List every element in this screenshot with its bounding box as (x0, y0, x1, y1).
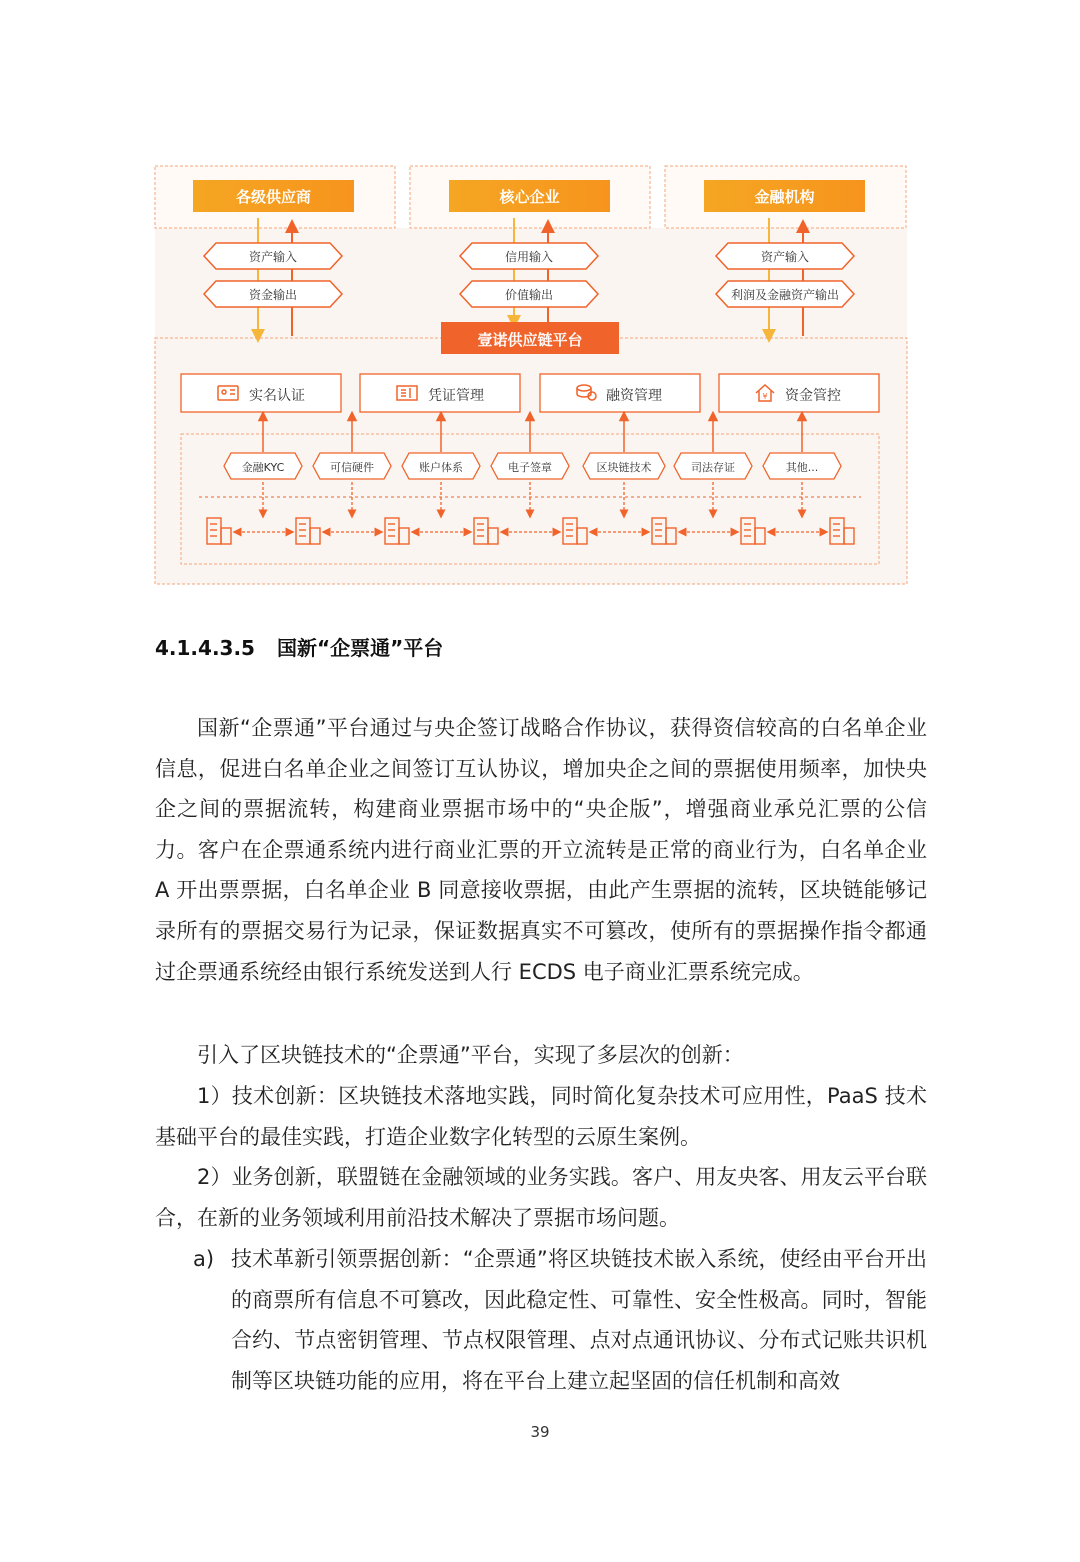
mid-flow-label-1: 信用输入 (504, 250, 553, 264)
section-number: 4.1.4.3.5 (155, 636, 255, 660)
list-item-a (193, 1239, 927, 1401)
module-label-1: 实名认证 (249, 388, 305, 404)
supply-chain-diagram (0, 0, 1080, 600)
svg-text:¥: ¥ (762, 392, 768, 401)
right-flow-label-2: 利润及金融资产输出 (730, 288, 839, 302)
tech-label-6: 司法存证 (691, 461, 735, 474)
top-box-core-label: 核心企业 (499, 188, 560, 206)
module-label-3: 融资管理 (606, 388, 662, 404)
left-flow-label-2: 资金输出 (248, 288, 297, 302)
list-item-text: 技术革新引领票据创新：“企票通”将区块链技术嵌入系统，使经由平台开出的商票所有信息不可篡改，因此稳定性、可靠性、安全性极高。同时，智能合约、节点密钥管理、节点权限管理、点对点通讯协议、分布式记账共识机制等区块链功能的应用，将在平台上建立起坚固的信任机制和高效 (231, 1247, 927, 1393)
tech-label-2: 可信硬件 (330, 461, 374, 474)
tech-label-1: 金融KYC (241, 461, 285, 474)
right-flow-label-1: 资产输入 (760, 250, 809, 264)
paragraph-4: 2）业务创新，联盟链在金融领域的业务实践。客户、用友央客、用友云平台联合，在新的业务领域利用前沿技术解决了票据市场问题。 (155, 1165, 927, 1230)
list-item-label: a) (193, 1247, 215, 1271)
paragraph-1: 国新“企票通”平台通过与央企签订战略合作协议，获得资信较高的白名单企业信息，促进白名单企业之间签订互认协议，增加央企之间的票据使用频率，加快央企之间的票据流转，构建商业票据市场中的“央企版”，增强商业承兑汇票的公信力。客户在企票通系统内进行商业汇票的开立流转是正常的商业行为，白名单企业 A 开出票票据，白名单企业 B 同意接收票据，由此产生票据的流转，区块链能够记录所有的票据交易行为记录，保证数据真实不可篡改，使所有的票据操作指令都通过企票通系统经由银行系统发送到人行 ECDS 电子商业汇票系统完成。 (155, 716, 927, 984)
left-flow-label-1: 资产输入 (248, 250, 297, 264)
mid-flow-label-2: 价值输出 (504, 288, 553, 302)
tech-label-3: 账户体系 (419, 461, 463, 474)
top-box-suppliers-label: 各级供应商 (235, 188, 311, 206)
page-number: 39 (530, 1423, 550, 1441)
paragraph-2: 引入了区块链技术的“企票通”平台，实现了多层次的创新： (197, 1043, 744, 1067)
platform-title: 壹诺供应链平台 (477, 331, 583, 349)
module-label-2: 凭证管理 (428, 388, 484, 404)
tech-label-5: 区块链技术 (596, 461, 652, 474)
section-heading (155, 632, 443, 661)
tech-label-7: 其他... (785, 461, 819, 474)
module-label-4: 资金管控 (785, 388, 841, 404)
tech-label-4: 电子签章 (508, 461, 552, 474)
paragraph-3: 1）技术创新：区块链技术落地实践，同时简化复杂技术可应用性，PaaS 技术基础平台的最佳实践，打造企业数字化转型的云原生案例。 (155, 1084, 927, 1149)
section-title: 国新“企票通”平台 (276, 636, 444, 660)
top-box-finance-label: 金融机构 (754, 188, 815, 206)
